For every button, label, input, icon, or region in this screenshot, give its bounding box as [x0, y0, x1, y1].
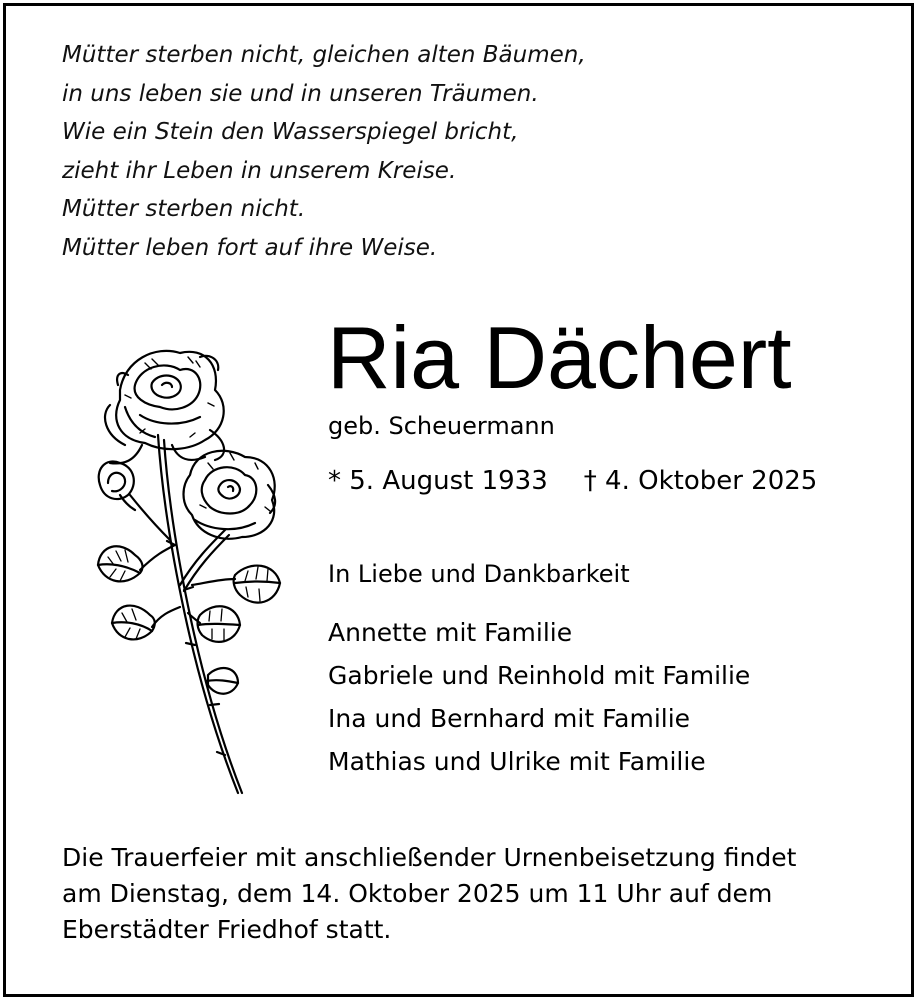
- notice-line: am Dienstag, dem 14. Oktober 2025 um 11 Uhr auf dem: [62, 879, 773, 908]
- mourner: Annette mit Familie: [328, 618, 573, 647]
- poem-line: Mütter leben fort auf ihre Weise.: [62, 234, 438, 261]
- birth-name: geb. Scheuermann: [328, 412, 555, 440]
- mourner: Gabriele und Reinhold mit Familie: [328, 661, 751, 690]
- mourner: Ina und Bernhard mit Familie: [328, 704, 691, 733]
- life-dates: [328, 466, 817, 496]
- mourners-list: [328, 611, 750, 783]
- poem-line: in uns leben sie und in unseren Träumen.: [62, 80, 539, 107]
- notice-line: Eberstädter Friedhof statt.: [62, 915, 392, 944]
- poem-line: Mütter sterben nicht, gleichen alten Bäumen,: [62, 42, 586, 68]
- poem-line: Mütter sterben nicht.: [62, 196, 306, 222]
- poem-line: Wie ein Stein den Wasserspiegel bricht,: [62, 119, 519, 145]
- notice-line: Die Trauerfeier mit anschließender Urnenbeisetzung findet: [62, 843, 797, 872]
- poem-line: zieht ihr Leben in unserem Kreise.: [62, 157, 457, 184]
- mourner: Mathias und Ulrike mit Familie: [328, 747, 706, 776]
- deceased-name: Ria Dächert: [327, 308, 792, 407]
- dedication: In Liebe und Dankbarkeit: [328, 560, 630, 588]
- birth-date: * 5. August 1933: [328, 466, 548, 496]
- poem: [62, 36, 586, 267]
- rose-illustration: [80, 345, 290, 800]
- death-date: † 4. Oktober 2025: [583, 466, 818, 496]
- funeral-notice: [62, 840, 796, 948]
